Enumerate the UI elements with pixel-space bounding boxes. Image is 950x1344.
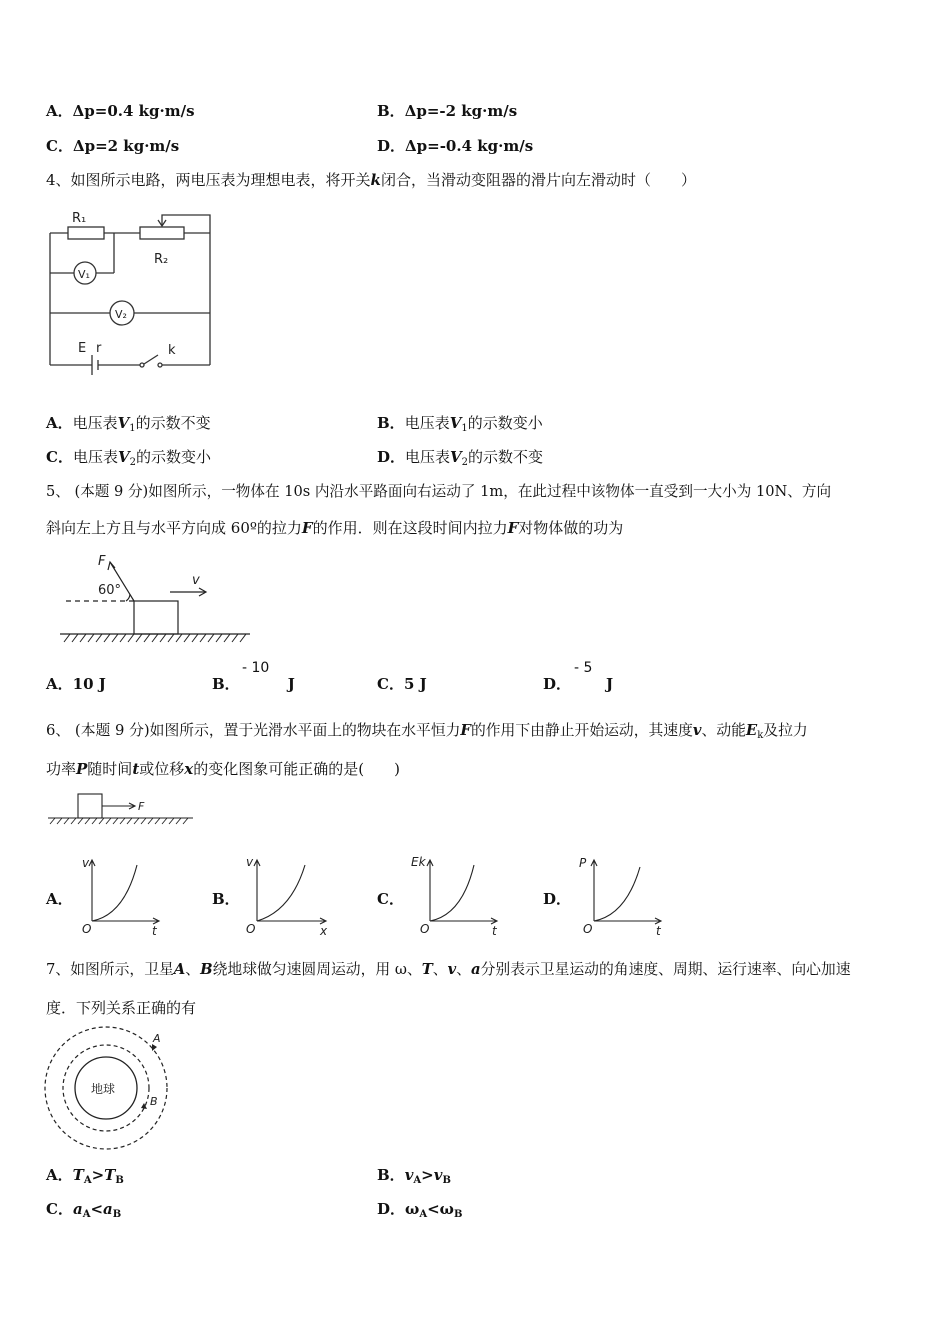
q5-option-b[interactable]: B． J — [212, 675, 295, 693]
e-label: E — [78, 341, 87, 356]
q6-option-d[interactable]: D． — [543, 890, 572, 908]
q6-graph-a[interactable] — [80, 855, 170, 940]
satellite-b-label: B — [150, 1095, 158, 1108]
q6-option-c[interactable]: C． — [377, 890, 404, 908]
q6-d-origin: O — [583, 922, 593, 936]
q3-option-a[interactable]: A．Δp=0.4 kg·m/s — [46, 102, 195, 120]
angle-label: 60° — [98, 583, 122, 598]
q6-force-label: F — [138, 800, 145, 813]
r-label: r — [96, 341, 102, 356]
q7-option-d[interactable]: D．$\omega_A<\omega_B$ — [377, 1200, 463, 1220]
q6-d-ylabel: P — [579, 856, 587, 870]
q4-stem: 4、如图所示电路，两电压表为理想电表，将开关k闭合，当滑动变阻器的滑片向左滑动时（ ） — [46, 171, 696, 189]
q7-option-a[interactable]: A．$T_A>T_B$ — [46, 1166, 124, 1186]
q5-option-a[interactable]: A．10 J — [46, 675, 106, 693]
q4-option-b[interactable]: B．电压表$V_1$的示数变小 — [377, 414, 543, 434]
q4-option-d[interactable]: D．电压表$V_2$的示数不变 — [377, 448, 544, 468]
q6-a-xlabel: t — [152, 924, 157, 938]
q6-c-ylabel: Ek — [411, 855, 426, 869]
q7-orbit-diagram — [40, 1025, 175, 1155]
q6-option-a[interactable]: A． — [46, 890, 73, 908]
q3-option-c[interactable]: C．Δp=2 kg·m/s — [46, 137, 180, 155]
q7-option-c[interactable]: C．$a_A<a_B$ — [46, 1200, 122, 1220]
q5-force-diagram — [60, 552, 255, 647]
q4-circuit-diagram — [40, 205, 220, 375]
velocity-label: v — [192, 573, 200, 588]
q6-d-xlabel: t — [656, 924, 661, 938]
q5-stem-line2: 斜向左上方且与水平方向成 60º的拉力F的作用．则在这段时间内拉力F对物体做的功为 — [46, 519, 624, 537]
q6-graph-d[interactable] — [576, 853, 671, 940]
q3-option-d[interactable]: D．Δp=-0.4 kg·m/s — [377, 137, 534, 155]
q6-b-origin: O — [246, 922, 256, 936]
v1-label: V₁ — [78, 268, 90, 281]
v2-label: V₂ — [115, 308, 127, 321]
q6-b-xlabel: x — [320, 924, 328, 938]
q5-option-c[interactable]: C．5 J — [377, 675, 427, 693]
r2-label: R₂ — [154, 252, 169, 267]
q6-a-ylabel: v — [82, 856, 90, 870]
earth-label: 地球 — [91, 1082, 116, 1096]
q4-option-c[interactable]: C．电压表$V_2$的示数变小 — [46, 448, 211, 468]
q6-c-origin: O — [420, 922, 430, 936]
q5-option-d-value: - 5 — [574, 660, 593, 676]
q6-graph-b[interactable] — [243, 855, 338, 940]
q6-stem-line1: 6、 (本题 9 分)如图所示，置于光滑水平面上的物块在水平恒力F的作用下由静止开始运动，其速度v、动能$E_k$及拉力 — [46, 722, 808, 741]
q4-option-a[interactable]: A．电压表$V_1$的示数不变 — [46, 414, 211, 434]
q6-b-ylabel: v — [246, 855, 254, 869]
q6-stem-line2: 功率P随时间t或位移x的变化图象可能正确的是( ) — [46, 760, 400, 778]
q6-graph-c[interactable] — [410, 853, 505, 940]
q7-stem-line1: 7、如图所示，卫星A、B绕地球做匀速圆周运动，用 ω、T、v、a分别表示卫星运动的角速度、周期、运行速率、向心加速 — [46, 961, 851, 978]
q5-option-b-value: - 10 — [242, 660, 270, 676]
q6-option-b[interactable]: B． — [212, 890, 240, 908]
k-label: k — [168, 343, 176, 358]
q6-a-origin: O — [82, 922, 92, 936]
satellite-a-label: A — [153, 1032, 161, 1045]
q6-block-diagram — [48, 790, 198, 830]
q7-stem-line2: 度．下列关系正确的有 — [46, 999, 197, 1017]
q5-stem-line1: 5、 (本题 9 分)如图所示，一物体在 10s 内沿水平路面向右运动了 1m，在此过程中该物体一直受到一大小为 10N、方向 — [46, 483, 832, 500]
q3-option-b[interactable]: B．Δp=-2 kg·m/s — [377, 102, 518, 120]
r1-label: R₁ — [72, 211, 87, 226]
force-label: F — [98, 554, 106, 569]
q5-option-d[interactable]: D． J — [543, 675, 614, 693]
q6-c-xlabel: t — [492, 924, 497, 938]
q7-option-b[interactable]: B．$v_A>v_B$ — [377, 1166, 451, 1186]
